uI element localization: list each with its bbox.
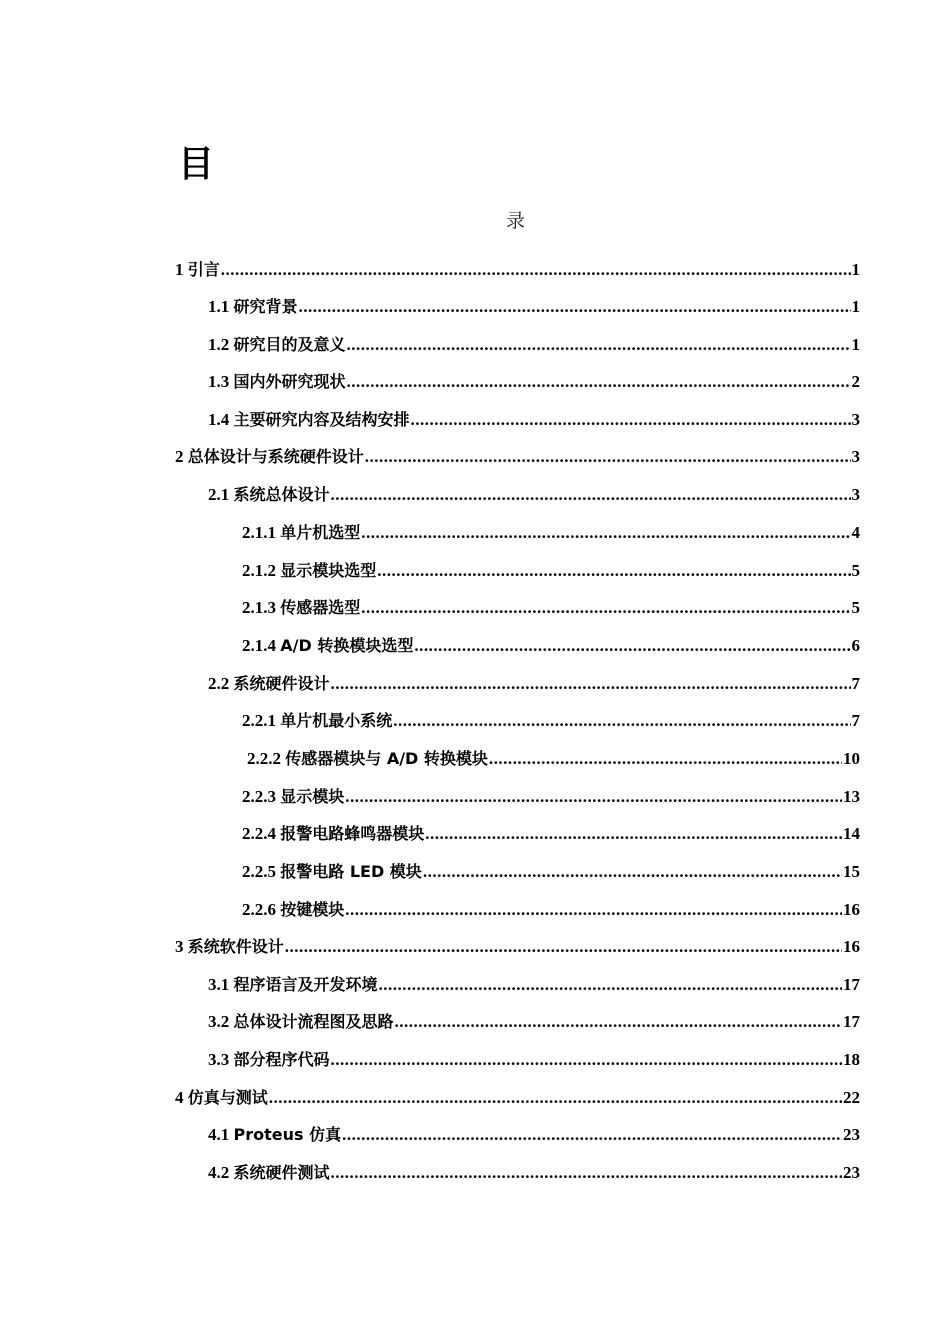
dot-leader — [269, 1086, 842, 1110]
toc-entry[interactable] — [208, 370, 860, 394]
toc-entry-title: 显示模块选型 — [280, 561, 377, 580]
dot-leader — [345, 898, 842, 922]
toc-entry-page: 5 — [851, 561, 860, 580]
toc-entry-number: 3.2 — [208, 1012, 230, 1031]
toc-entry-page: 1 — [851, 297, 860, 316]
toc-entry[interactable] — [242, 898, 860, 922]
toc-entry[interactable] — [208, 408, 860, 432]
toc-entry-title: 报警电路蜂鸣器模块 — [280, 824, 425, 843]
toc-entry-title: 国内外研究现状 — [233, 372, 346, 391]
toc-entry-number: 2.2.1 — [242, 711, 276, 730]
toc-entry-title: 仿真与测试 — [187, 1088, 268, 1107]
toc-entry-page: 3 — [851, 447, 860, 466]
toc-entry[interactable] — [242, 596, 860, 620]
toc-entry[interactable] — [208, 1010, 860, 1034]
toc-entry-title: Proteus 仿真 — [233, 1125, 342, 1144]
dot-leader — [331, 672, 851, 696]
toc-entry-title: 研究背景 — [233, 297, 298, 316]
toc-entry-number: 4.2 — [208, 1163, 230, 1182]
toc-entry-number: 2.1 — [208, 485, 230, 504]
dot-leader — [423, 860, 842, 884]
toc-entry-page: 13 — [843, 787, 860, 806]
dot-leader — [361, 521, 850, 545]
toc-entry[interactable] — [208, 672, 860, 696]
toc-entry-page: 2 — [851, 372, 860, 391]
toc-entry-page: 14 — [843, 824, 860, 843]
dot-leader — [347, 333, 851, 357]
dot-leader — [411, 408, 851, 432]
toc-entry-page: 23 — [843, 1163, 860, 1182]
toc-entry-number: 2.2.3 — [242, 787, 276, 806]
toc-entry-title: 引言 — [187, 260, 220, 279]
dot-leader — [342, 1123, 842, 1147]
toc-entry-page: 7 — [851, 711, 860, 730]
toc-entry-page: 17 — [843, 1012, 860, 1031]
toc-entry[interactable] — [242, 785, 860, 809]
toc-entry-page: 3 — [851, 485, 860, 504]
toc-entry[interactable] — [242, 822, 860, 846]
toc-entry-number: 2.1.1 — [242, 523, 276, 542]
dot-leader — [377, 559, 850, 583]
dot-leader — [395, 1010, 842, 1034]
dot-leader — [379, 973, 842, 997]
toc-entry[interactable] — [208, 973, 860, 997]
toc-entry-title: 显示模块 — [280, 787, 345, 806]
toc-title-first-char: 目 — [178, 144, 215, 185]
toc-entry-title: 主要研究内容及结构安排 — [233, 410, 410, 429]
toc-entry-page: 16 — [843, 900, 860, 919]
toc-entry-title: 传感器模块与 A/D 转换模块 — [285, 749, 488, 768]
toc-entry[interactable] — [208, 333, 860, 357]
toc-entry[interactable] — [175, 258, 860, 282]
toc-entry-number: 2.2.4 — [242, 824, 276, 843]
toc-entry-number: 2.1.4 — [242, 636, 276, 655]
toc-entry-title: 单片机选型 — [280, 523, 361, 542]
toc-entry-number: 2.1.2 — [242, 561, 276, 580]
toc-entry-number: 2.1.3 — [242, 598, 276, 617]
dot-leader — [331, 1048, 842, 1072]
toc-entry-title: A/D 转换模块选型 — [280, 636, 414, 655]
toc-entry[interactable] — [208, 1048, 860, 1072]
toc-entry[interactable] — [242, 634, 860, 658]
toc-entry-number: 3 — [175, 937, 184, 956]
toc-entry-number: 1.1 — [208, 297, 230, 316]
toc-entry-title: 系统硬件设计 — [233, 674, 330, 693]
toc-entry-title: 系统软件设计 — [187, 937, 284, 956]
toc-entry-page: 3 — [851, 410, 860, 429]
toc-entry-page: 22 — [843, 1088, 860, 1107]
dot-leader — [361, 596, 850, 620]
dot-leader — [414, 634, 850, 658]
toc-entry[interactable] — [208, 1161, 860, 1185]
toc-entry-number: 2 — [175, 447, 184, 466]
toc-entry-number: 1 — [175, 260, 184, 279]
toc-entry-page: 16 — [843, 937, 860, 956]
toc-entry-page: 15 — [843, 862, 860, 881]
toc-entry-title: 单片机最小系统 — [280, 711, 393, 730]
toc-entry-number: 3.1 — [208, 975, 230, 994]
toc-entry-number: 2.2.2 — [247, 749, 281, 768]
dot-leader — [299, 295, 851, 319]
toc-entry[interactable] — [175, 935, 860, 959]
dot-leader — [425, 822, 842, 846]
toc-entry-number: 4 — [175, 1088, 184, 1107]
toc-entry[interactable] — [208, 295, 860, 319]
dot-leader — [331, 483, 851, 507]
dot-leader — [345, 785, 842, 809]
toc-entry-number: 3.3 — [208, 1050, 230, 1069]
toc-entry-title: 按键模块 — [280, 900, 345, 919]
toc-entry-number: 1.4 — [208, 410, 230, 429]
toc-entry-number: 2.2.5 — [242, 862, 276, 881]
toc-title-second-char: 录 — [506, 210, 526, 232]
dot-leader — [489, 747, 842, 771]
toc-entry[interactable] — [242, 559, 860, 583]
toc-entry-page: 10 — [843, 749, 860, 768]
toc-entry-page: 1 — [851, 335, 860, 354]
toc-entry-number: 1.3 — [208, 372, 230, 391]
toc-entry-number: 4.1 — [208, 1125, 230, 1144]
toc-entry[interactable] — [242, 860, 860, 884]
dot-leader — [393, 709, 850, 733]
toc-entry-title: 总体设计流程图及思路 — [233, 1012, 394, 1031]
toc-entry[interactable] — [208, 1123, 860, 1147]
toc-entry-title: 系统总体设计 — [233, 485, 330, 504]
toc-entry[interactable] — [242, 521, 860, 545]
toc-entry-title: 研究目的及意义 — [233, 335, 346, 354]
dot-leader — [285, 935, 842, 959]
dot-leader — [365, 445, 851, 469]
toc-entry-title: 程序语言及开发环境 — [233, 975, 378, 994]
toc-entry-page: 7 — [851, 674, 860, 693]
toc-entry-number: 2.2.6 — [242, 900, 276, 919]
toc-entry[interactable] — [242, 709, 860, 733]
toc-entry[interactable] — [175, 445, 860, 469]
toc-entry[interactable] — [247, 747, 860, 771]
toc-entry-page: 23 — [843, 1125, 860, 1144]
toc-entry-title: 部分程序代码 — [233, 1050, 330, 1069]
toc-entry-page: 17 — [843, 975, 860, 994]
toc-entry-page: 1 — [851, 260, 860, 279]
toc-entry-number: 1.2 — [208, 335, 230, 354]
dot-leader — [221, 258, 851, 282]
toc-entry-title: 传感器选型 — [280, 598, 361, 617]
toc-entry[interactable] — [208, 483, 860, 507]
toc-entry-page: 5 — [851, 598, 860, 617]
dot-leader — [347, 370, 851, 394]
toc-entry-title: 总体设计与系统硬件设计 — [187, 447, 364, 466]
toc-entry-title: 报警电路 LED 模块 — [280, 862, 422, 881]
dot-leader — [331, 1161, 842, 1185]
toc-entry[interactable] — [175, 1086, 860, 1110]
toc-entry-page: 4 — [851, 523, 860, 542]
toc-entry-page: 18 — [843, 1050, 860, 1069]
toc-entry-title: 系统硬件测试 — [233, 1163, 330, 1182]
toc-entry-page: 6 — [851, 636, 860, 655]
toc-entry-number: 2.2 — [208, 674, 230, 693]
